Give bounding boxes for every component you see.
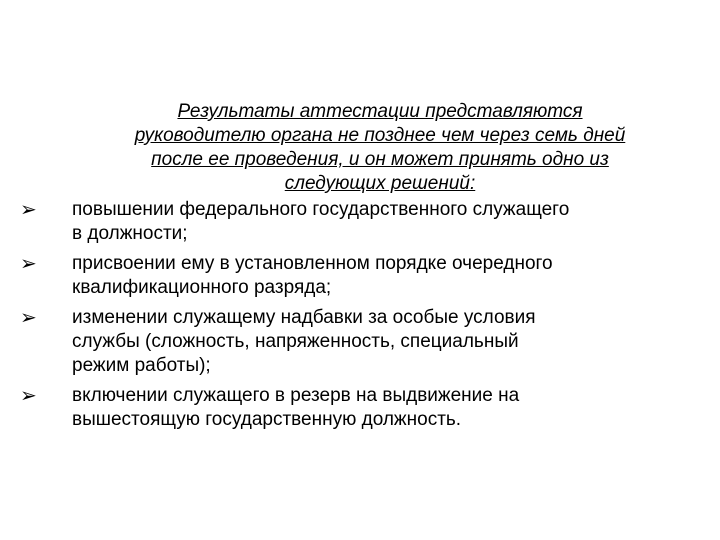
list-item-line: присвоении ему в установленном порядке очередного	[72, 253, 553, 274]
heading-line: после ее проведения, и он может принять одно из	[151, 149, 609, 170]
heading-line: Результаты аттестации представляются	[177, 101, 583, 122]
list-item-line: в должности;	[72, 223, 188, 244]
list-item-text	[72, 198, 710, 246]
list-item-line: повышении федерального государственного служащего	[72, 199, 570, 220]
heading-line: следующих решений:	[284, 173, 476, 194]
arrow-bullet-icon: ➢	[20, 385, 37, 407]
list-item-line: службы (сложность, напряженность, специальный	[72, 331, 519, 352]
list-item-text	[72, 306, 710, 378]
list-item	[20, 198, 710, 246]
decision-list	[20, 198, 710, 438]
list-item	[20, 306, 710, 378]
arrow-bullet-icon: ➢	[20, 307, 37, 329]
list-item-text	[72, 384, 710, 432]
list-item-text	[72, 252, 710, 300]
list-item-line: изменении служащему надбавки за особые условия	[72, 307, 536, 328]
arrow-bullet-icon: ➢	[20, 199, 37, 221]
heading-line: руководителю органа не позднее чем через семь дней	[134, 125, 626, 146]
list-item-line: вышестоящую государственную должность.	[72, 409, 462, 430]
list-item-line: режим работы);	[72, 355, 211, 376]
list-item-line: включении служащего в резерв на выдвижение на	[72, 385, 520, 406]
list-item	[20, 252, 710, 300]
list-item-line: квалификационного разряда;	[72, 277, 332, 298]
list-item	[20, 384, 710, 432]
arrow-bullet-icon: ➢	[20, 253, 37, 275]
intro-heading	[60, 100, 700, 196]
